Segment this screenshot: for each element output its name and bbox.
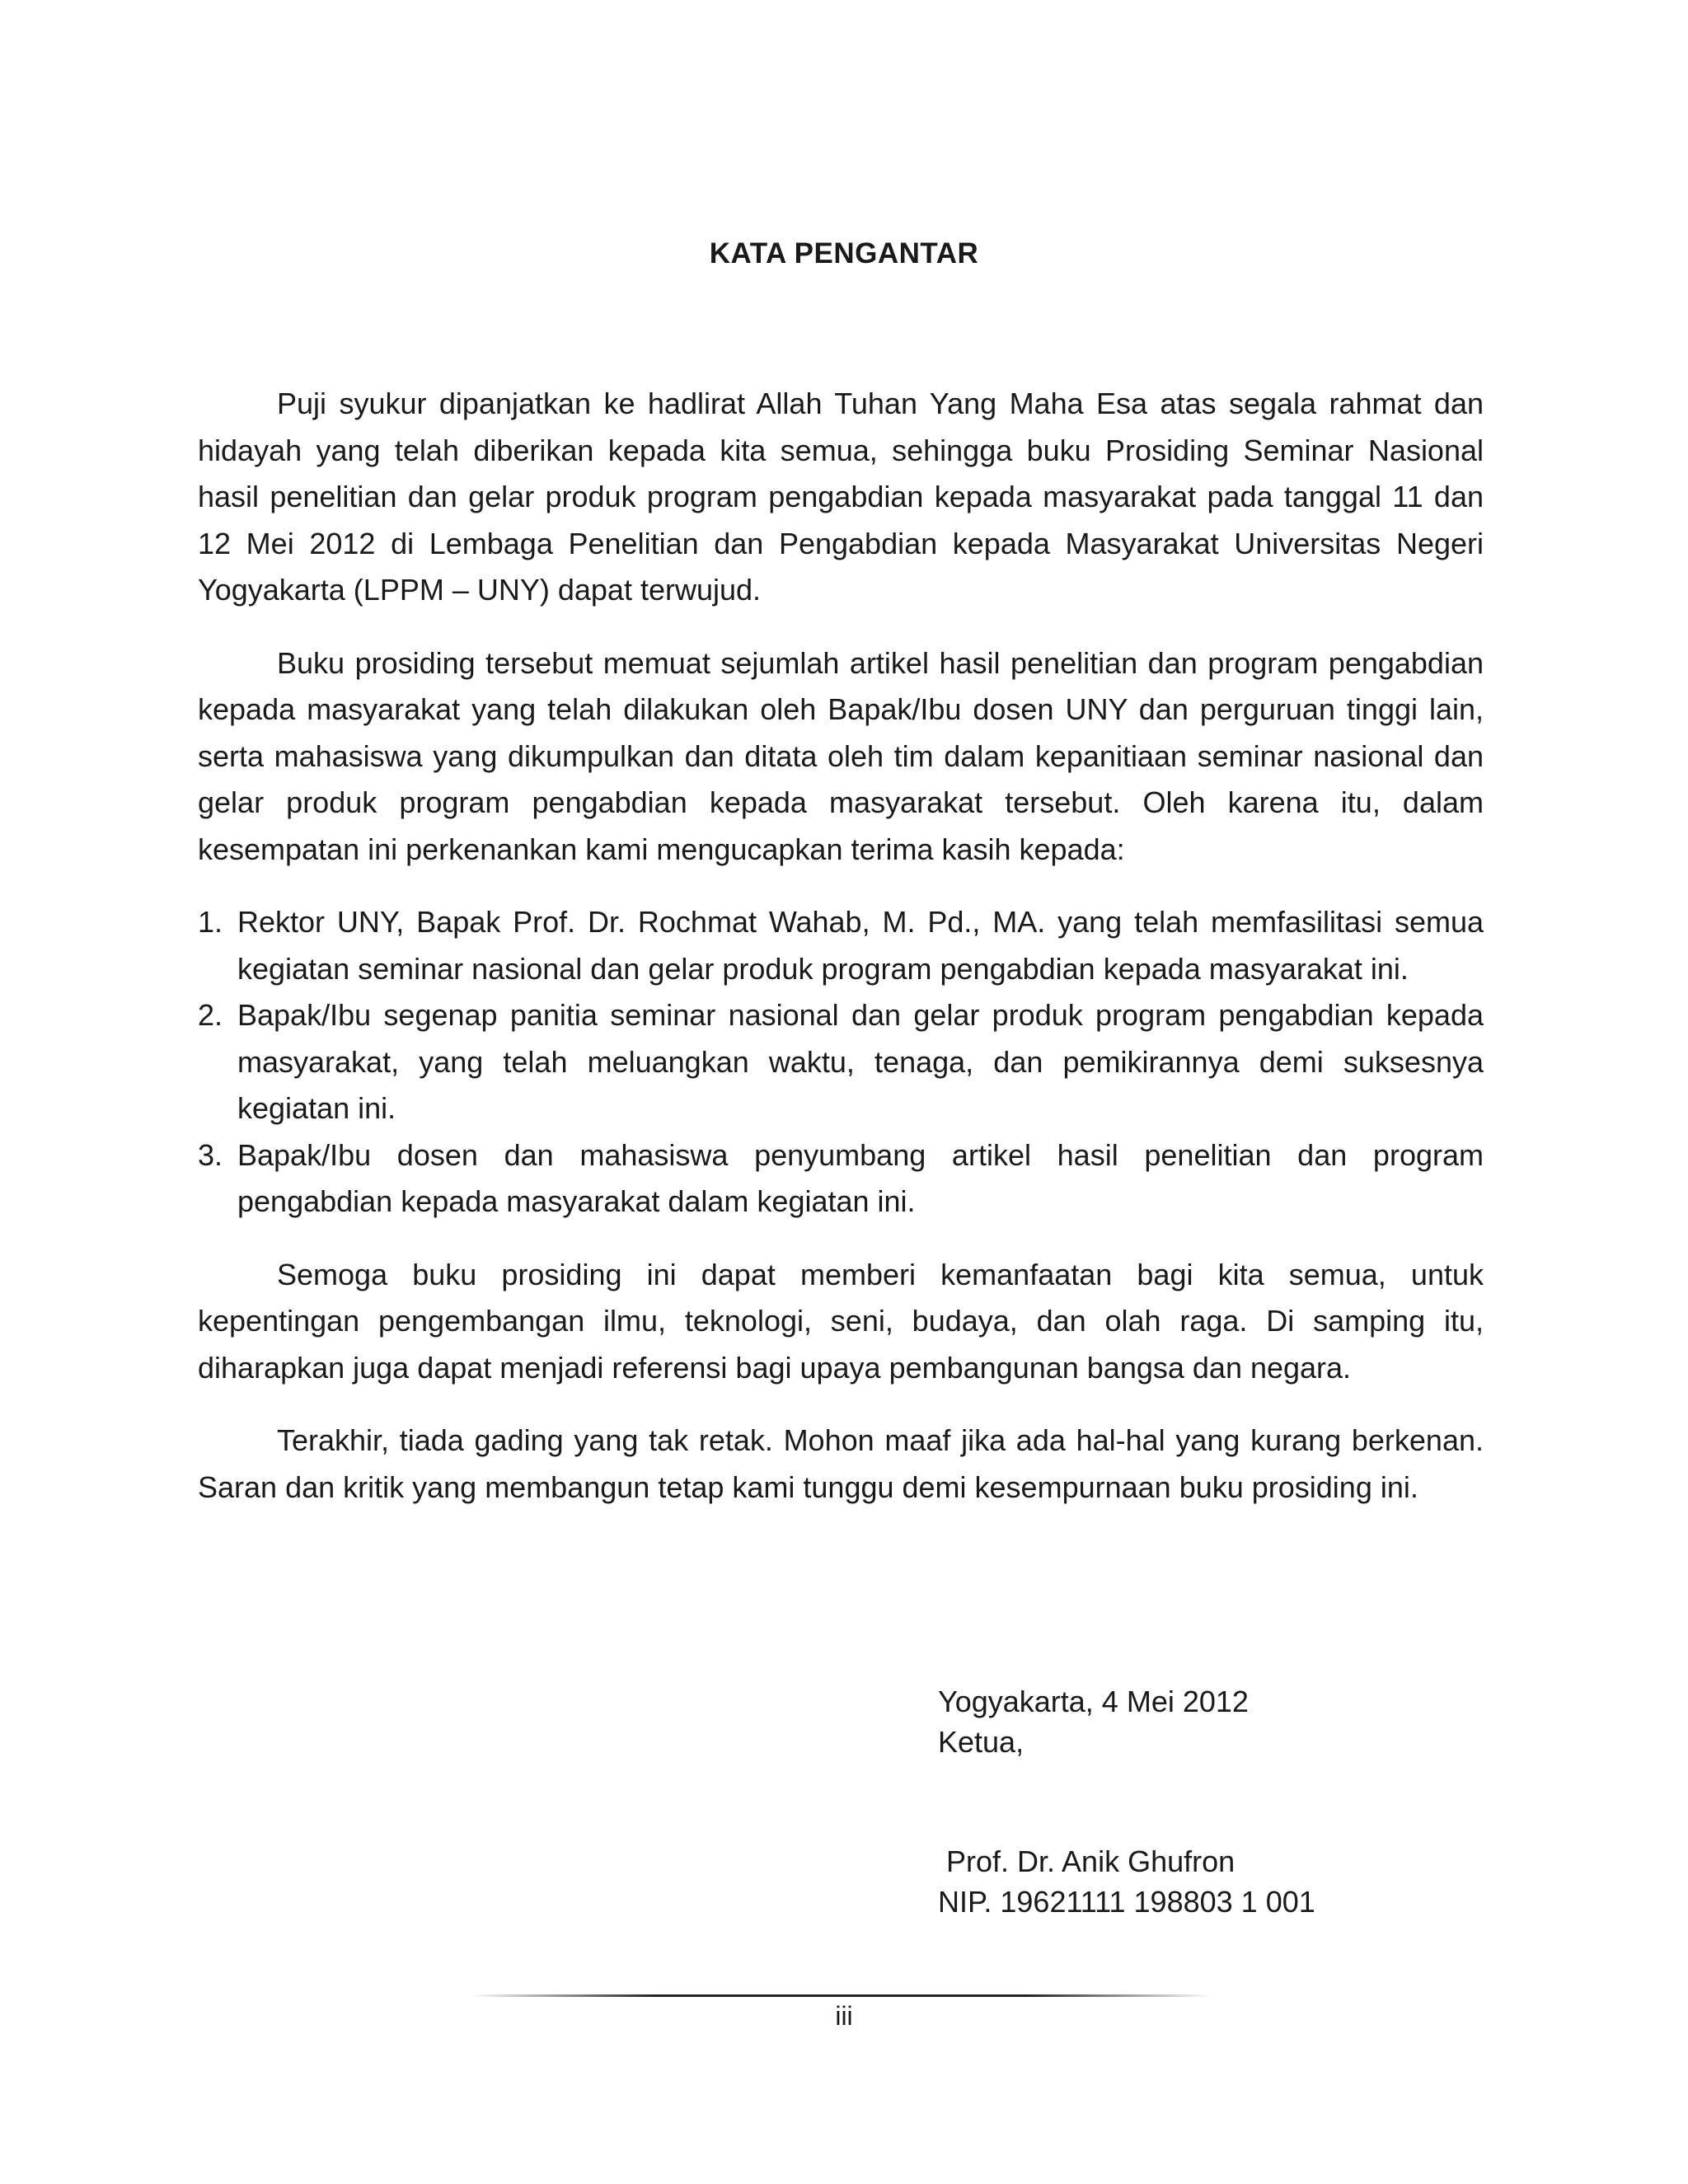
paragraph-contents: Buku prosiding tersebut memuat sejumlah artikel hasil penelitian dan program pengabdian kepada masyarakat yang telah dilakukan oleh Bapak/Ibu dosen UNY dan perguruan tinggi lain, serta mahasiswa yang dikumpulkan dan ditata oleh tim dalam kepanitiaan seminar nasional dan gelar produk program pengabdian kepada masyarakat tersebut. Oleh karena itu, dalam kesempatan ini perkenankan kami mengucapkan terima kasih kepada: [198,645,1484,866]
footer-divider [470,1994,1212,1997]
signature-block [938,1681,1315,1922]
list-item-number: 2. [198,998,223,1032]
document-body [198,381,1484,1511]
signature-role: Ketua, [938,1725,1025,1759]
list-item-number: 1. [198,905,223,939]
list-item-text: Bapak/Ibu segenap panitia seminar nasional dan gelar produk program pengabdian kepada masyarakat, yang telah meluangkan waktu, tenaga, dan pemikirannya demi suksesnya kegiatan ini. [237,998,1484,1125]
signature-place-date: Yogyakarta, 4 Mei 2012 [938,1685,1249,1718]
acknowledgement-list [198,899,1484,1226]
list-item-text: Rektor UNY, Bapak Prof. Dr. Rochmat Wahab, M. Pd., MA. yang telah memfasilitasi semua kegiatan seminar nasional dan gelar produk program pengabdian kepada masyarakat ini. [237,905,1484,986]
list-item-number: 3. [198,1137,223,1172]
page-title: KATA PENGANTAR [709,237,979,269]
list-item [198,899,1484,992]
paragraph-intro: Puji syukur dipanjatkan ke hadlirat Allah Tuhan Yang Maha Esa atas segala rahmat dan hidayah yang telah diberikan kepada kita semua, sehingga buku Prosiding Seminar Nasional hasil penelitian dan gelar produk program pengabdian kepada masyarakat pada tanggal 11 dan 12 Mei 2012 di Lembaga Penelitian dan Pengabdian kepada Masyarakat Universitas Negeri Yogyakarta (LPPM – UNY) dapat terwujud. [198,387,1484,607]
list-item-text: Bapak/Ibu dosen dan mahasiswa penyumbang artikel hasil penelitian dan program pengabdian kepada masyarakat dalam kegiatan ini. [237,1137,1484,1218]
signature-name: Prof. Dr. Anik Ghufron [946,1844,1236,1878]
list-item [198,1132,1484,1226]
signature-nip: NIP. 19621111 198803 1 001 [938,1885,1315,1919]
paragraph-hope: Semoga buku prosiding ini dapat memberi kemanfaatan bagi kita semua, untuk kepentingan pengembangan ilmu, teknologi, seni, budaya, dan olah raga. Di samping itu, diharapkan juga dapat menjadi referensi bagi upaya pembangunan bangsa dan negara. [198,1257,1484,1385]
page-number: iii [835,2001,853,2031]
paragraph-closing: Terakhir, tiada gading yang tak retak. Mohon maaf jika ada hal-hal yang kurang berkenan. Saran dan kritik yang membangun tetap kami tunggu demi kesempurnaan buku prosiding ini. [198,1423,1484,1504]
list-item [198,992,1484,1132]
